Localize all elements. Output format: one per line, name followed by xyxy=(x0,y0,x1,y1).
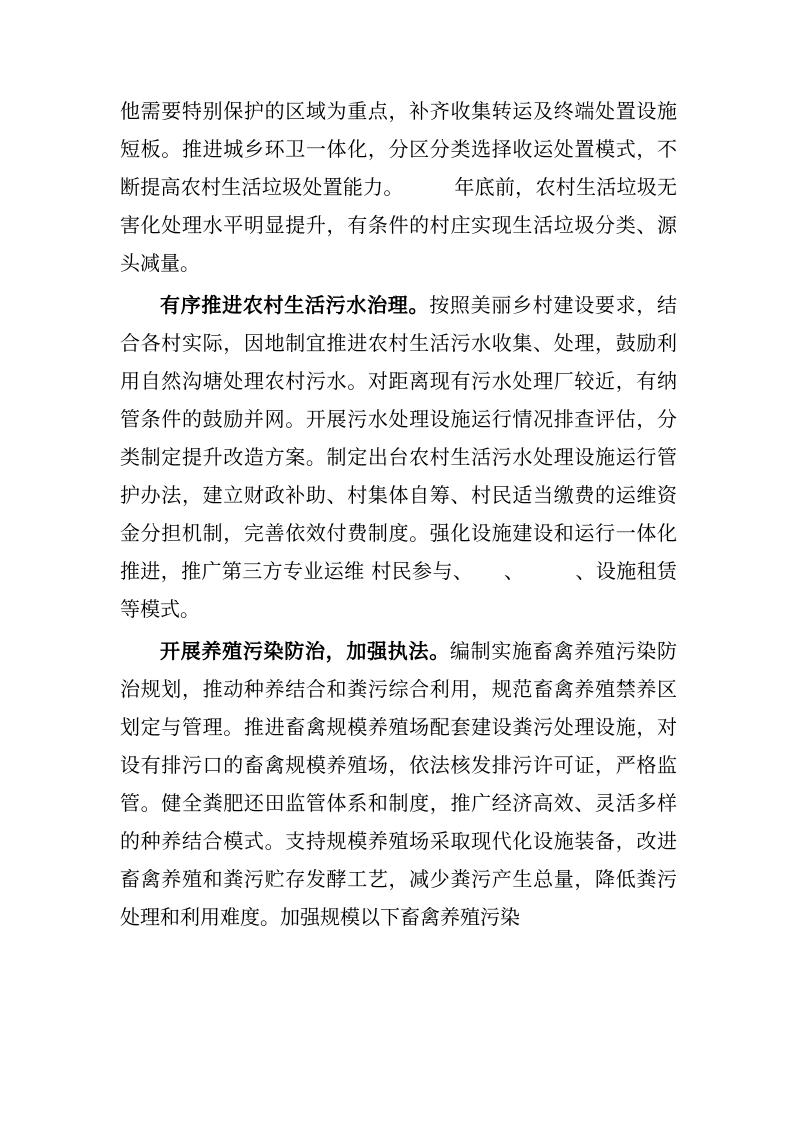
paragraph-livestock-pollution xyxy=(120,632,677,936)
document-body xyxy=(120,92,677,940)
paragraph-text: 按照美丽乡村建设要求，结合各村实际，因地制宜推进农村生活污水收集、处理，鼓励利用自然沟塘处理农村污水。对距离现有污水处理厂较近，有纳管条件的鼓励并网。开展污水处理设施运行情况排查评估，分类制定提升改造方案。制定出台农村生活污水处理设施运行管护办法，建立财政补助、村集体自筹、村民适当缴费的运维资金分担机制，完善依效付费制度。强化设施建设和运行一体化推进，推广第三方专业运维 村民参与、 、 、设施租赁等模式。 xyxy=(120,293,678,621)
paragraph-text: 他需要特别保护的区域为重点，补齐收集转运及终端处置设施短板。推进城乡环卫一体化，分区分类选择收运处置模式，不断提高农村生活垃圾处置能力。 年底前，农村生活垃圾无害化处理水平明显提升，有条件的村庄实现生活垃圾分类、源头减量。 xyxy=(120,99,677,275)
paragraph-sewage-treatment xyxy=(120,286,677,628)
paragraph-heading: 有序推进农村生活污水治理。 xyxy=(160,293,430,317)
paragraph-waste-disposal xyxy=(120,92,677,282)
paragraph-text: 编制实施畜禽养殖污染防治规划，推动种养结合和粪污综合利用，规范畜禽养殖禁养区划定与管理。推进畜禽规模养殖场配套建设粪污处理设施，对设有排污口的畜禽规模养殖场，依法核发排污许可证，严格监管。健全粪肥还田监管体系和制度，推广经济高效、灵活多样的种养结合模式。支持规模养殖场采取现代化设施装备，改进畜禽养殖和粪污贮存发酵工艺，减少粪污产生总量，降低粪污处理和利用难度。加强规模以下畜禽养殖污染 xyxy=(120,639,678,929)
paragraph-heading: 开展养殖污染防治，加强执法。 xyxy=(160,639,450,663)
